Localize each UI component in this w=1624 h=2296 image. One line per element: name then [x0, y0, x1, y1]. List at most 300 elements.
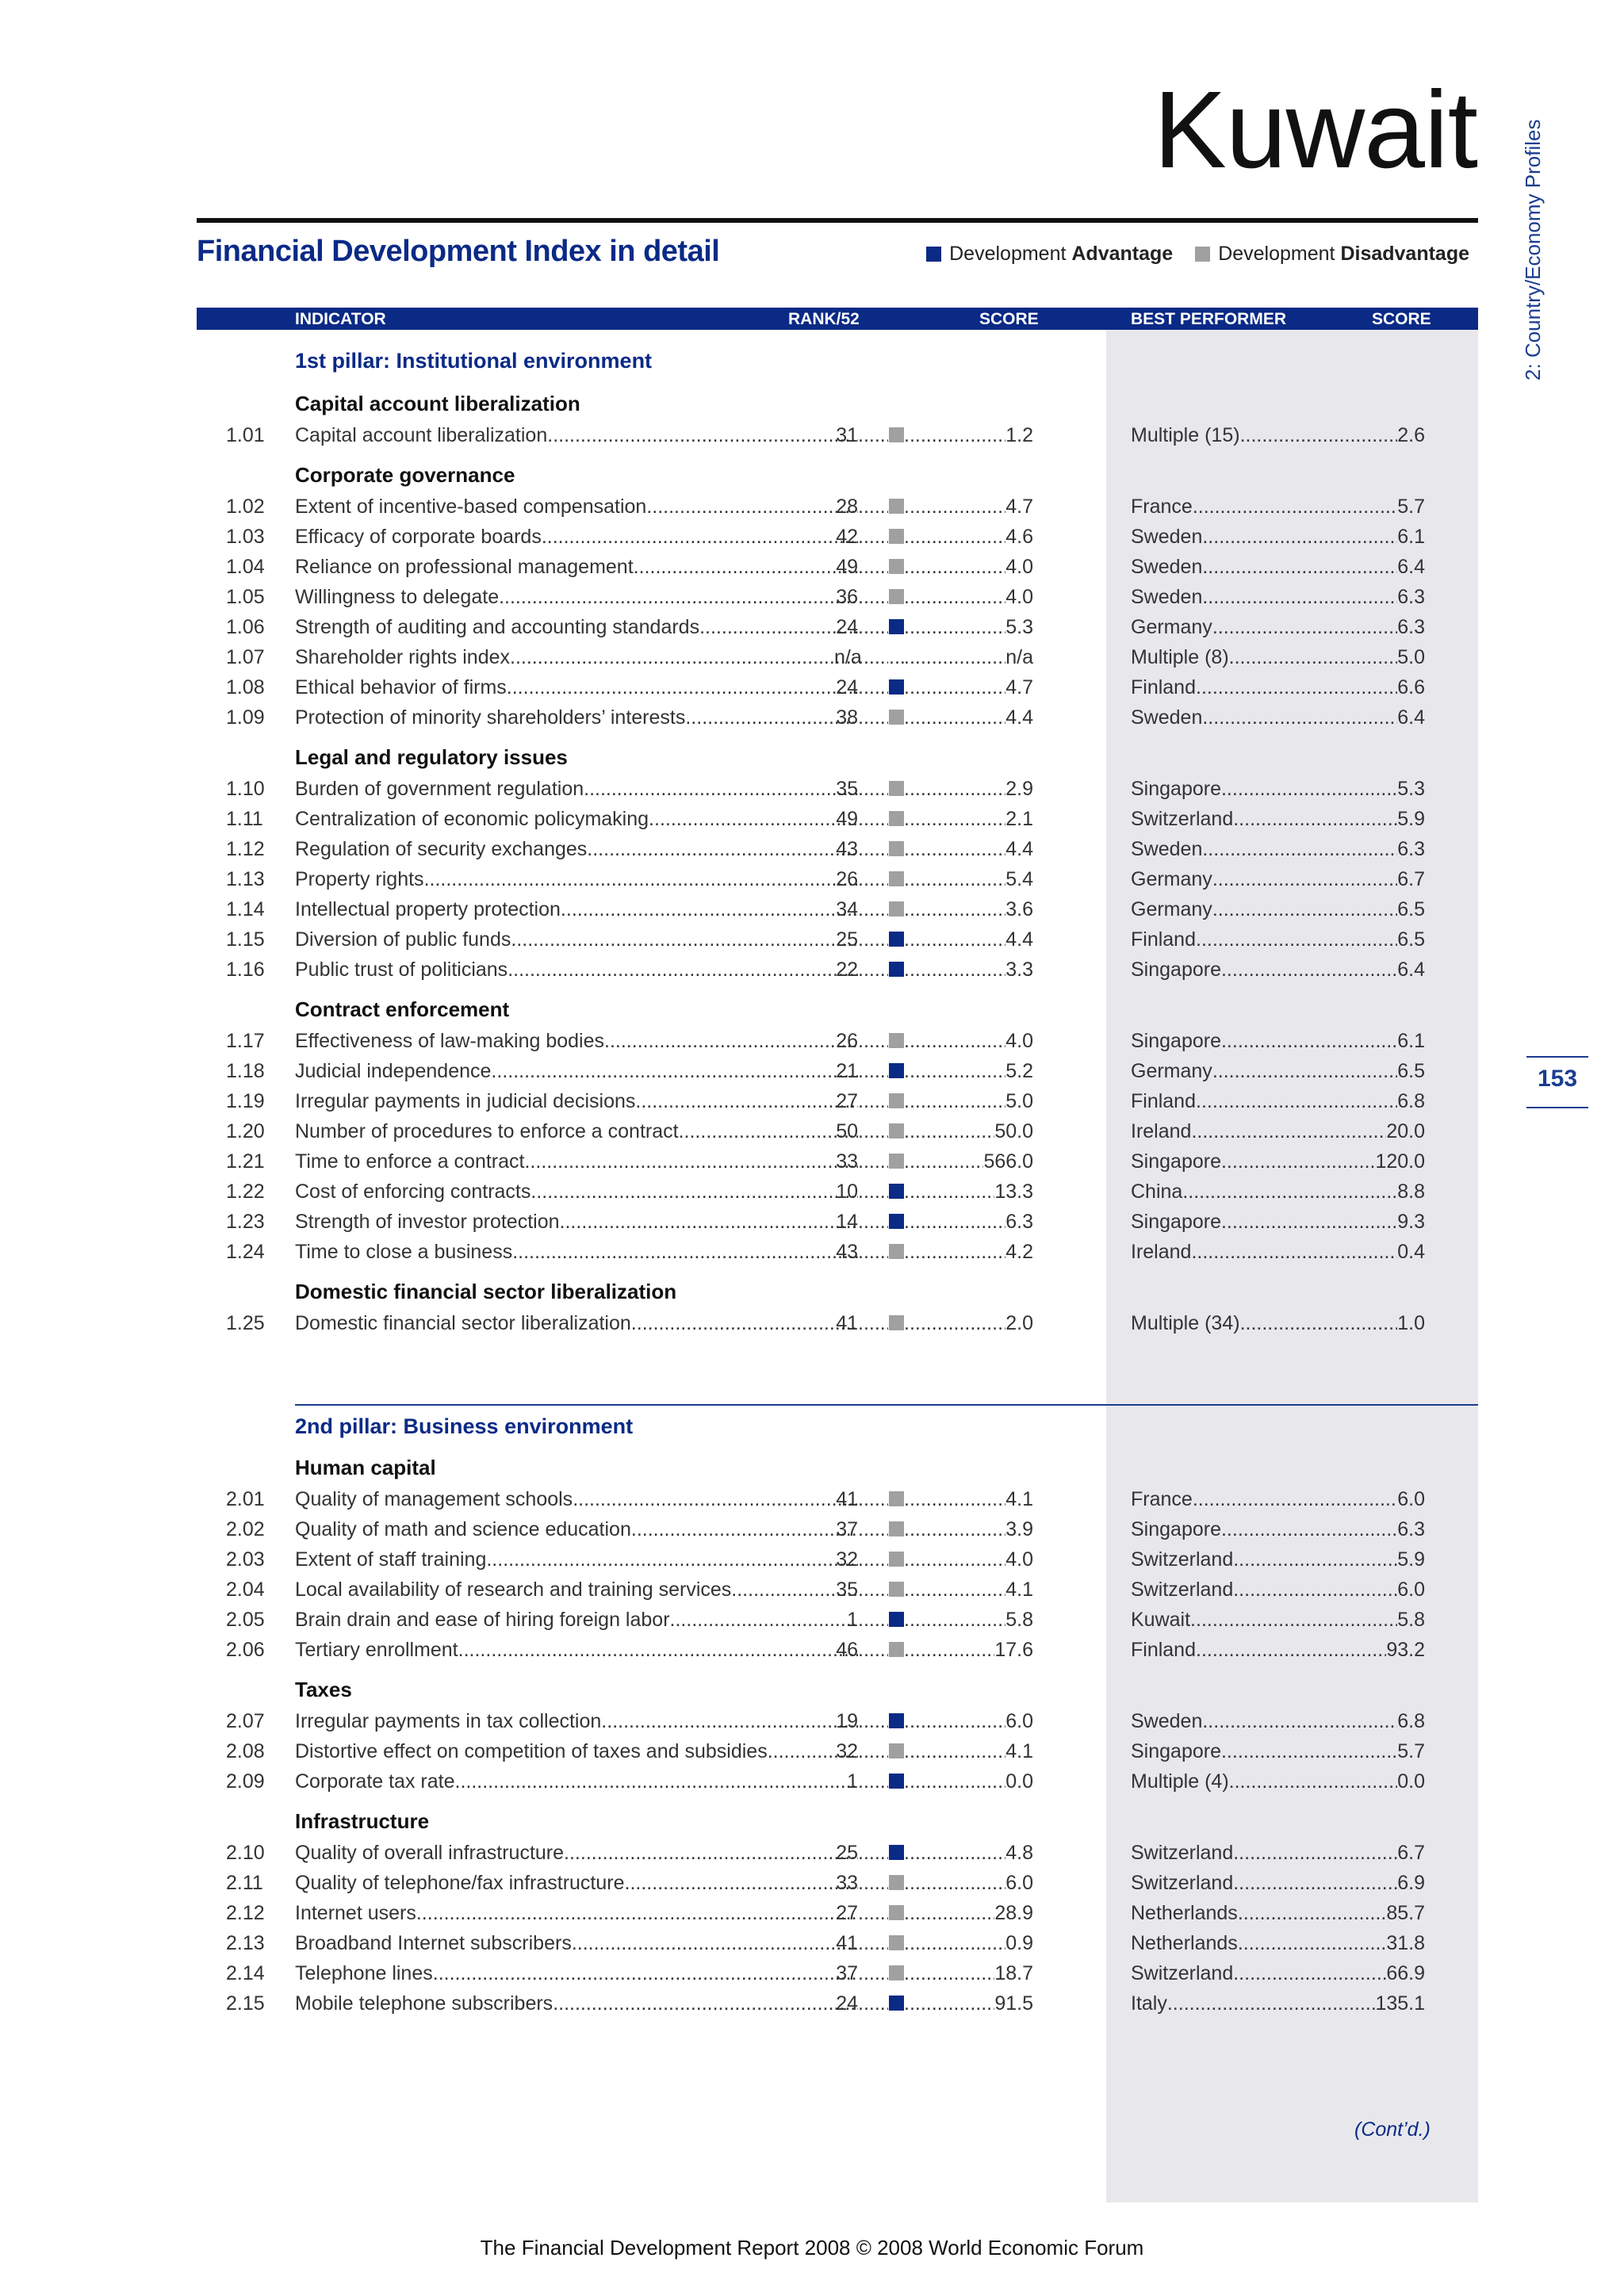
- best-score: 66.9: [1386, 1962, 1425, 1984]
- leader-dots: [1233, 1869, 1397, 1897]
- best-performer-cell: [1131, 613, 1425, 641]
- score-cell: [904, 955, 1033, 984]
- score: 3.3: [1005, 959, 1033, 981]
- indicator-label: Burden of government regulation: [295, 778, 584, 800]
- indicator-name: [295, 925, 858, 954]
- leader-dots: [858, 522, 888, 551]
- rank: 46: [836, 1639, 858, 1661]
- leader-dots: [1202, 553, 1397, 581]
- leader-dots: [1196, 1087, 1397, 1115]
- table-row: [0, 522, 1624, 551]
- indicator-name: [295, 1485, 858, 1513]
- table-row: [0, 583, 1624, 611]
- advantage-marker-icon: [889, 1713, 904, 1728]
- disadvantage-marker-icon: [889, 710, 904, 725]
- score: 50.0: [994, 1120, 1033, 1142]
- best-score: 6.1: [1397, 1030, 1425, 1052]
- indicator-number: 2.07: [226, 1710, 265, 1732]
- best-score: 6.5: [1397, 928, 1425, 951]
- score-cell: [904, 1177, 1033, 1206]
- indicator-name: [295, 775, 858, 803]
- rank: 10: [836, 1181, 858, 1203]
- table-row: [0, 1707, 1624, 1735]
- best-performer: Kuwait: [1131, 1609, 1191, 1631]
- leader-dots: [904, 835, 1005, 863]
- best-performer-cell: [1131, 583, 1425, 611]
- indicator-label: Tertiary enrollment: [295, 1639, 458, 1661]
- indicator-number: 1.17: [226, 1030, 265, 1052]
- rank: 32: [836, 1740, 858, 1762]
- best-performer: Singapore: [1131, 1150, 1221, 1173]
- best-performer: Multiple (34): [1131, 1312, 1240, 1334]
- best-score: 6.0: [1397, 1488, 1425, 1510]
- best-score: 6.8: [1397, 1710, 1425, 1732]
- leader-dots: [679, 1117, 858, 1146]
- indicator-number: 2.09: [226, 1770, 265, 1793]
- leader-dots: [625, 1869, 858, 1897]
- indicator-label: Time to enforce a contract: [295, 1150, 525, 1173]
- best-score: 0.4: [1397, 1241, 1425, 1263]
- legend-adv-prefix: Development: [949, 243, 1072, 265]
- leader-dots: [904, 955, 1005, 984]
- indicator-number: 1.16: [226, 959, 265, 981]
- table-row: [0, 835, 1624, 863]
- indicator-number: 1.12: [226, 838, 265, 860]
- leader-dots: [858, 805, 888, 833]
- indicator-number: 2.01: [226, 1488, 265, 1510]
- score-cell: [904, 1485, 1033, 1513]
- indicator-number: 1.13: [226, 868, 265, 890]
- leader-dots: [904, 925, 1005, 954]
- indicator-number: 1.18: [226, 1060, 265, 1082]
- indicator-name: [295, 1117, 858, 1146]
- leader-dots: [858, 643, 888, 672]
- section-heading: Capital account liberalization: [295, 392, 580, 415]
- leader-dots: [553, 1989, 858, 2018]
- leader-dots: [1202, 1707, 1397, 1735]
- advantage-marker-icon: [889, 962, 904, 977]
- rank: 35: [836, 778, 858, 800]
- leader-dots: [858, 1737, 888, 1766]
- indicator-label: Time to close a business: [295, 1241, 513, 1263]
- section-heading: Taxes: [295, 1678, 352, 1701]
- score-cell: [904, 1839, 1033, 1867]
- score: 4.0: [1005, 586, 1033, 608]
- legend-dis-prefix: Development: [1218, 243, 1341, 265]
- best-performer: Finland: [1131, 1090, 1196, 1112]
- advantage-marker-icon: [889, 1214, 904, 1229]
- indicator-label: Corporate tax rate: [295, 1770, 455, 1793]
- disadvantage-marker-icon: [889, 841, 904, 856]
- best-performer: Multiple (15): [1131, 424, 1240, 446]
- score-cell: [904, 1147, 1033, 1176]
- leader-dots: [424, 865, 858, 894]
- leader-dots: [572, 1929, 858, 1957]
- indicator-label: Capital account liberalization: [295, 424, 548, 446]
- indicator-number: 1.25: [226, 1312, 265, 1334]
- disadvantage-marker-icon: [889, 1244, 904, 1259]
- leader-dots: [858, 583, 888, 611]
- indicator-label: Domestic financial sector liberalization: [295, 1312, 631, 1334]
- best-performer-cell: [1131, 1545, 1425, 1574]
- leader-dots: [858, 1959, 888, 1988]
- best-performer-cell: [1131, 775, 1425, 803]
- indicator-number: 2.10: [226, 1842, 265, 1864]
- leader-dots: [904, 1515, 1005, 1544]
- leader-dots: [904, 583, 1005, 611]
- indicator-name: [295, 1177, 858, 1206]
- score: 566.0: [983, 1150, 1033, 1173]
- best-performer-cell: [1131, 1207, 1425, 1236]
- leader-dots: [904, 1636, 994, 1664]
- best-score: 6.3: [1397, 838, 1425, 860]
- leader-dots: [858, 1707, 888, 1735]
- best-score: 5.7: [1397, 1740, 1425, 1762]
- best-performer: Germany: [1131, 1060, 1212, 1082]
- rank: 19: [836, 1710, 858, 1732]
- rank: 24: [836, 676, 858, 698]
- rank: 49: [836, 556, 858, 578]
- table-row: [0, 1515, 1624, 1544]
- indicator-name: [295, 583, 858, 611]
- leader-dots: [858, 1087, 888, 1115]
- indicator-name: [295, 1959, 858, 1988]
- leader-dots: [1212, 895, 1397, 924]
- best-score: 135.1: [1375, 1992, 1425, 2015]
- table-row: [0, 1929, 1624, 1957]
- leader-dots: [858, 1929, 888, 1957]
- leader-dots: [904, 1869, 1005, 1897]
- score-cell: [904, 1899, 1033, 1927]
- leader-dots: [904, 522, 1005, 551]
- table-header: [197, 308, 1478, 330]
- indicator-number: 1.06: [226, 616, 265, 638]
- indicator-number: 1.23: [226, 1211, 265, 1233]
- advantage-marker-icon: [889, 619, 904, 634]
- table-row: [0, 1989, 1624, 2018]
- leader-dots: [604, 1027, 858, 1055]
- leader-dots: [1202, 703, 1397, 732]
- leader-dots: [858, 1117, 888, 1146]
- advantage-marker-icon: [889, 1184, 904, 1199]
- indicator-name: [295, 522, 858, 551]
- indicator-name: [295, 1869, 858, 1897]
- indicator-label: Irregular payments in judicial decisions: [295, 1090, 636, 1112]
- table-row: [0, 1575, 1624, 1604]
- best-performer-cell: [1131, 1839, 1425, 1867]
- rank: 1: [847, 1770, 858, 1793]
- leader-dots: [904, 1147, 983, 1176]
- indicator-label: Number of procedures to enforce a contract: [295, 1120, 679, 1142]
- disadvantage-marker-icon: [889, 781, 904, 796]
- leader-dots: [904, 492, 1005, 521]
- disadvantage-marker-icon: [889, 901, 904, 916]
- indicator-label: Brain drain and ease of hiring foreign labor: [295, 1609, 670, 1631]
- indicator-label: Quality of overall infrastructure: [295, 1842, 565, 1864]
- best-performer-cell: [1131, 1238, 1425, 1266]
- score-cell: [904, 865, 1033, 894]
- rank: 25: [836, 928, 858, 951]
- best-performer: Multiple (8): [1131, 646, 1229, 668]
- leader-dots: [904, 1177, 994, 1206]
- best-performer-cell: [1131, 1959, 1425, 1988]
- score: 13.3: [994, 1181, 1033, 1203]
- best-score: 5.9: [1397, 808, 1425, 830]
- page-number: 153: [1537, 1066, 1578, 1092]
- indicator-name: [295, 1707, 858, 1735]
- indicator-label: Centralization of economic policymaking: [295, 808, 649, 830]
- indicator-number: 2.14: [226, 1962, 265, 1984]
- leader-dots: [1196, 673, 1397, 702]
- leader-dots: [904, 553, 1005, 581]
- best-score: 6.7: [1397, 868, 1425, 890]
- disadvantage-marker-icon: [889, 1154, 904, 1169]
- indicator-number: 2.08: [226, 1740, 265, 1762]
- best-performer: Finland: [1131, 928, 1196, 951]
- leader-dots: [670, 1605, 858, 1634]
- indicator-name: [295, 1989, 858, 2018]
- rank: 25: [836, 1842, 858, 1864]
- indicator-label: Local availability of research and training services: [295, 1578, 732, 1601]
- score-cell: [904, 835, 1033, 863]
- pillar-separator: [295, 1404, 1478, 1406]
- table-row: [0, 1147, 1624, 1176]
- leader-dots: [904, 1057, 1005, 1085]
- leader-dots: [1221, 775, 1397, 803]
- best-performer-cell: [1131, 835, 1425, 863]
- best-performer-cell: [1131, 1899, 1425, 1927]
- best-performer: Sweden: [1131, 526, 1203, 548]
- disadvantage-marker-icon: [889, 1033, 904, 1048]
- best-performer: France: [1131, 496, 1193, 518]
- rank: 43: [836, 1241, 858, 1263]
- leader-dots: [1233, 1839, 1397, 1867]
- indicator-label: Distortive effect on competition of taxes and subsidies: [295, 1740, 768, 1762]
- rank: 1: [847, 1609, 858, 1631]
- leader-dots: [858, 1636, 888, 1664]
- leader-dots: [508, 955, 858, 984]
- best-performer-cell: [1131, 1485, 1425, 1513]
- leader-dots: [560, 1207, 858, 1236]
- rank: 32: [836, 1548, 858, 1571]
- disadvantage-marker-icon: [889, 871, 904, 886]
- disadvantage-marker-icon: [889, 1315, 904, 1330]
- table-row: [0, 925, 1624, 954]
- best-performer: Finland: [1131, 676, 1196, 698]
- score-cell: [904, 643, 1033, 672]
- table-row: [0, 1605, 1624, 1634]
- leader-dots: [858, 895, 888, 924]
- best-performer: Switzerland: [1131, 1962, 1234, 1984]
- disadvantage-marker-icon: [889, 589, 904, 604]
- indicator-name: [295, 613, 858, 641]
- indicator-name: [295, 1027, 858, 1055]
- best-score: 6.4: [1397, 706, 1425, 729]
- leader-dots: [904, 1545, 1005, 1574]
- rank: 27: [836, 1090, 858, 1112]
- table-row: [0, 1839, 1624, 1867]
- legend-disadvantage: [1195, 243, 1469, 266]
- table-row: [0, 1545, 1624, 1574]
- indicator-number: 1.02: [226, 496, 265, 518]
- best-performer: Finland: [1131, 1639, 1196, 1661]
- score-cell: [904, 1869, 1033, 1897]
- score: 2.0: [1005, 1312, 1033, 1334]
- leader-dots: [904, 1839, 1005, 1867]
- advantage-swatch-icon: [926, 247, 941, 262]
- advantage-marker-icon: [889, 932, 904, 947]
- indicator-number: 1.22: [226, 1181, 265, 1203]
- disadvantage-marker-icon: [889, 499, 904, 514]
- best-score: 6.1: [1397, 526, 1425, 548]
- table-row: [0, 1869, 1624, 1897]
- best-score: 5.7: [1397, 496, 1425, 518]
- section-heading: Contract enforcement: [295, 997, 510, 1021]
- header-indicator: INDICATOR: [295, 310, 386, 328]
- disadvantage-marker-icon: [889, 1642, 904, 1657]
- best-score: 5.0: [1397, 646, 1425, 668]
- leader-dots: [904, 421, 1005, 450]
- table-row: [0, 1767, 1624, 1796]
- disadvantage-marker-icon: [889, 1875, 904, 1890]
- score-cell: [904, 1545, 1033, 1574]
- leader-dots: [1221, 1207, 1397, 1236]
- section-heading: Domestic financial sector liberalization: [295, 1280, 677, 1303]
- indicator-name: [295, 1767, 858, 1796]
- best-performer-cell: [1131, 1989, 1425, 2018]
- leader-dots: [858, 1057, 888, 1085]
- best-performer-cell: [1131, 1027, 1425, 1055]
- rank: 36: [836, 586, 858, 608]
- indicator-name: [295, 553, 858, 581]
- best-performer-cell: [1131, 1177, 1425, 1206]
- indicator-number: 1.08: [226, 676, 265, 698]
- score: 5.0: [1005, 1090, 1033, 1112]
- leader-dots: [1196, 1636, 1386, 1664]
- indicator-label: Intellectual property protection: [295, 898, 561, 920]
- best-performer-cell: [1131, 925, 1425, 954]
- leader-dots: [904, 1959, 994, 1988]
- leader-dots: [1190, 1605, 1397, 1634]
- score: 5.2: [1005, 1060, 1033, 1082]
- leader-dots: [634, 553, 858, 581]
- score-cell: [904, 1636, 1033, 1664]
- indicator-name: [295, 1899, 858, 1927]
- best-performer: Sweden: [1131, 706, 1203, 729]
- leader-dots: [858, 1485, 888, 1513]
- leader-dots: [1240, 421, 1398, 450]
- best-performer-cell: [1131, 643, 1425, 672]
- best-score: 31.8: [1386, 1932, 1425, 1954]
- disadvantage-marker-icon: [889, 811, 904, 826]
- best-performer: Switzerland: [1131, 1578, 1234, 1601]
- score-cell: [904, 1707, 1033, 1735]
- rank: 43: [836, 838, 858, 860]
- table-row: [0, 1899, 1624, 1927]
- best-performer: Singapore: [1131, 1740, 1221, 1762]
- best-performer-cell: [1131, 1575, 1425, 1604]
- best-performer-cell: [1131, 703, 1425, 732]
- indicator-number: 2.02: [226, 1518, 265, 1540]
- score-cell: [904, 1515, 1033, 1544]
- score-cell: [904, 895, 1033, 924]
- best-performer: Netherlands: [1131, 1902, 1238, 1924]
- section-heading: Legal and regulatory issues: [295, 745, 568, 769]
- best-score: 6.8: [1397, 1090, 1425, 1112]
- score-cell: [904, 775, 1033, 803]
- leader-dots: [1167, 1989, 1376, 2018]
- best-score: 6.5: [1397, 898, 1425, 920]
- best-score: 6.7: [1397, 1842, 1425, 1864]
- score-cell: [904, 1767, 1033, 1796]
- best-score: 5.9: [1397, 1548, 1425, 1571]
- best-performer: Germany: [1131, 868, 1212, 890]
- score-cell: [904, 1238, 1033, 1266]
- indicator-name: [295, 1636, 858, 1664]
- table-row: [0, 673, 1624, 702]
- best-performer: Singapore: [1131, 1211, 1221, 1233]
- best-score: 2.6: [1397, 424, 1425, 446]
- best-score: 120.0: [1375, 1150, 1425, 1173]
- leader-dots: [1233, 1575, 1397, 1604]
- score: 3.9: [1005, 1518, 1033, 1540]
- disadvantage-marker-icon: [889, 427, 904, 442]
- leader-dots: [858, 1605, 888, 1634]
- disadvantage-marker-icon: [889, 1093, 904, 1108]
- rank: 34: [836, 898, 858, 920]
- table-row: [0, 492, 1624, 521]
- indicator-number: 1.11: [226, 808, 263, 830]
- header-best-score: SCORE: [1372, 310, 1431, 328]
- best-performer-cell: [1131, 421, 1425, 450]
- indicator-label: Quality of math and science education: [295, 1518, 631, 1540]
- rank: 33: [836, 1150, 858, 1173]
- table-row: [0, 1636, 1624, 1664]
- indicator-label: Strength of investor protection: [295, 1211, 560, 1233]
- indicator-label: Quality of management schools: [295, 1488, 573, 1510]
- indicator-number: 1.03: [226, 526, 265, 548]
- table-row: [0, 865, 1624, 894]
- leader-dots: [1238, 1929, 1387, 1957]
- leader-dots: [510, 643, 862, 672]
- best-score: 6.3: [1397, 616, 1425, 638]
- leader-dots: [1202, 583, 1397, 611]
- best-performer: Singapore: [1131, 1030, 1221, 1052]
- leader-dots: [1233, 1959, 1386, 1988]
- best-performer-cell: [1131, 1605, 1425, 1634]
- score: 1.2: [1005, 424, 1033, 446]
- rank: 41: [836, 1488, 858, 1510]
- best-performer: Sweden: [1131, 838, 1203, 860]
- leader-dots: [1193, 1485, 1397, 1513]
- score: 6.0: [1005, 1710, 1033, 1732]
- score: 4.0: [1005, 556, 1033, 578]
- best-performer-cell: [1131, 673, 1425, 702]
- leader-dots: [458, 1636, 858, 1664]
- best-score: 6.5: [1397, 1060, 1425, 1082]
- table-row: [0, 1485, 1624, 1513]
- indicator-label: Irregular payments in tax collection: [295, 1710, 602, 1732]
- score: 2.1: [1005, 808, 1033, 830]
- legend-advantage: [926, 243, 1173, 266]
- leader-dots: [858, 673, 888, 702]
- table-row: [0, 1737, 1624, 1766]
- best-performer-cell: [1131, 1869, 1425, 1897]
- leader-dots: [904, 703, 1005, 732]
- leader-dots: [904, 1767, 1005, 1796]
- best-performer-cell: [1131, 1767, 1425, 1796]
- indicator-name: [295, 805, 858, 833]
